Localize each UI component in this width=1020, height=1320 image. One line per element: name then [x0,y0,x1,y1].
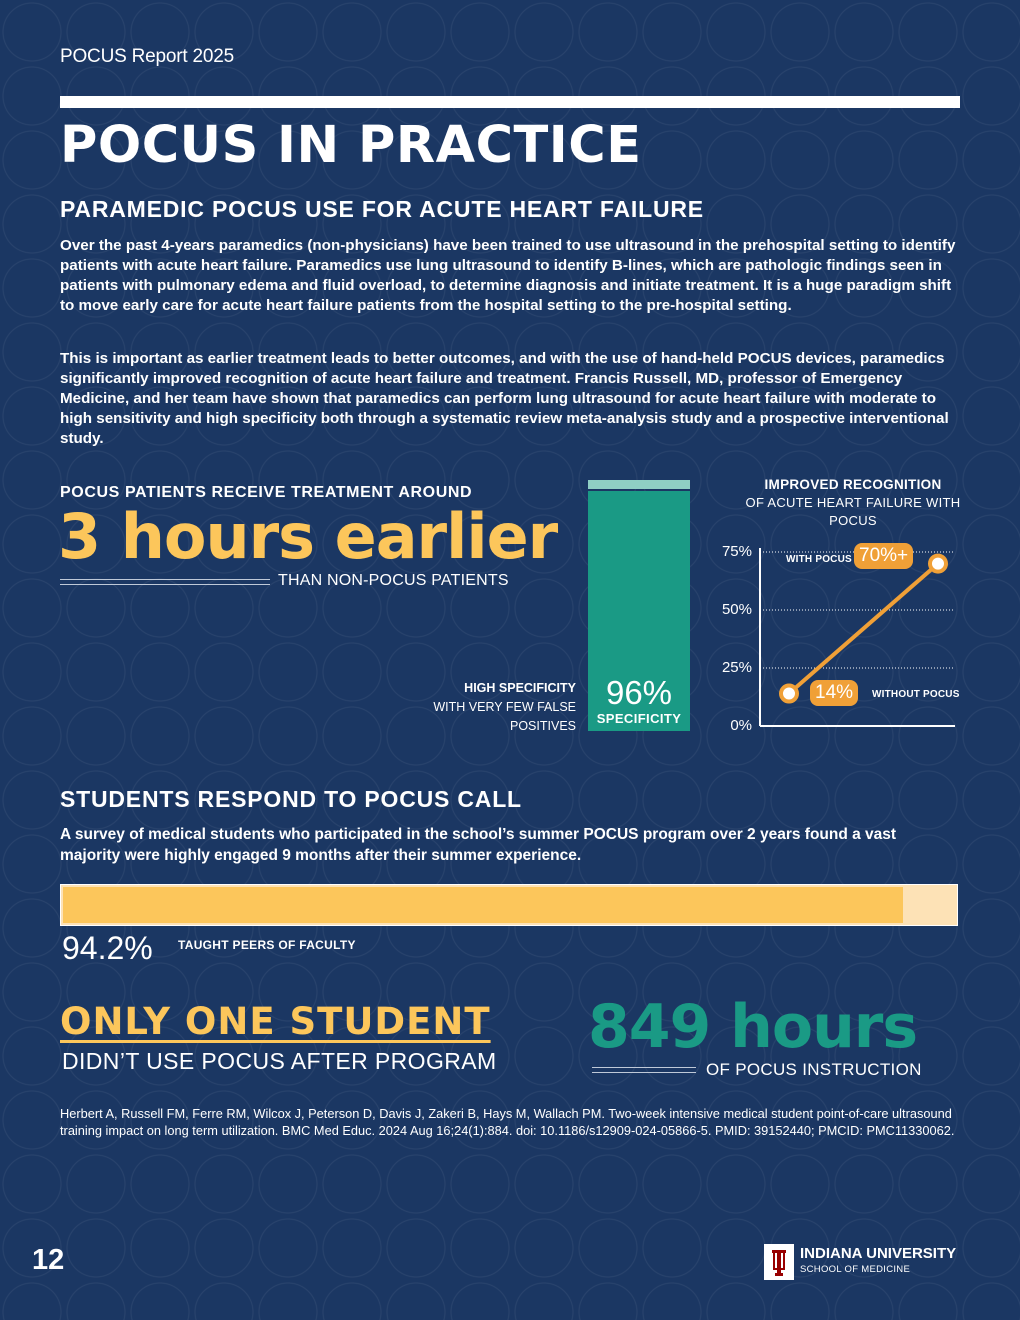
report-label: POCUS Report 2025 [60,46,235,67]
chart-y-tick-label: 50% [721,601,752,618]
page-number: 12 [32,1244,65,1276]
page-title: POCUS IN PRACTICE [60,116,642,175]
peer-teaching-label: TAUGHT PEERS OF FACULTY [178,938,356,952]
chart-title-rest: OF ACUTE HEART FAILURE WITH POCUS [745,495,961,528]
peer-teaching-value: 94.2% [62,930,153,966]
specificity-label-bold: HIGH SPECIFICITY [464,681,576,695]
chart-title-bold: IMPROVED RECOGNITION [764,477,942,492]
chart-y-tick-label: 0% [730,717,752,734]
peer-teaching-bar-fill [63,887,903,923]
treatment-lead: POCUS PATIENTS RECEIVE TREATMENT AROUND [60,484,473,501]
logo-name: INDIANA UNIVERSITY [800,1245,957,1262]
one-student-heading: ONLY ONE STUDENT [60,1000,491,1043]
chart-y-tick-label: 75% [721,543,752,560]
with-pocus-value: 70%+ [854,543,913,569]
specificity-value: 96% [605,674,673,711]
without-pocus-label: WITHOUT POCUS [872,689,960,700]
without-pocus-value: 14% [810,680,858,706]
logo-sub: SCHOOL OF MEDICINE [800,1264,911,1275]
hours-sub: OF POCUS INSTRUCTION [706,1060,922,1079]
paramedic-paragraph-2: This is important as earlier treatment leads to better outcomes, and with the use of hand-held POCUS devices, paramedics significantly improved recognition of acute heart failure and treatment. Francis Russell, MD, professor of Emergency Medicine, and her team have shown that paramedics can perform lung ultrasound for acute heart failure with moderate to high sensitivity and high specificity both through a systematic review meta-analysis study and a prospective interventional study. [60,350,949,447]
treatment-sub: THAN NON-POCUS PATIENTS [278,572,509,589]
treatment-value: 3 hours earlier [58,500,558,573]
iu-trident-icon [764,1244,794,1280]
one-student-sub: DIDN’T USE POCUS AFTER PROGRAM [62,1048,497,1074]
specificity-label-rest: WITH VERY FEW FALSE POSITIVES [433,700,576,733]
students-heading: STUDENTS RESPOND TO POCUS CALL [60,786,522,812]
paramedic-heading: PARAMEDIC POCUS USE FOR ACUTE HEART FAILURE [60,196,704,222]
chart-point-without-pocus [781,686,797,702]
with-pocus-label: WITH POCUS [786,554,852,565]
hours-divider [592,1067,696,1073]
specificity-word: SPECIFICITY [596,711,682,726]
chart-series-line [789,564,938,694]
hours-value: 849 hours [588,992,918,1062]
chart-y-tick-label: 25% [721,659,752,676]
citation: Herbert A, Russell FM, Ferre RM, Wilcox J, Peterson D, Davis J, Zakeri B, Hays M, Wallach PM. Two-week intensive medical student point-of-care ultrasound training impact on long term utilization. BMC Med Educ. 2024 Aug 16;24(1):884. doi: 10.1186/s12909-024-05866-5. PMID: 39152440; PMCID: PMC11330062. [60,1106,955,1138]
paramedic-paragraph-1: Over the past 4-years paramedics (non-physicians) have been trained to use ultrasound in the prehospital setting to identify patients with acute heart failure. Paramedics use lung ultrasound to identify B-lines, which are pathologic findings seen in patients with pulmonary edema and fluid overload, to determine diagnosis and initiate treatment. It is a huge paradigm shift to move early care for acute heart failure patients from the hospital setting to the pre-hospital setting. [60,237,956,314]
students-paragraph: A survey of medical students who participated in the school’s summer POCUS program over 2 years found a vast majority were highly engaged 9 months after their summer experience. [60,826,897,864]
peer-teaching-bar [60,884,958,926]
chart-point-with-pocus [930,556,946,572]
